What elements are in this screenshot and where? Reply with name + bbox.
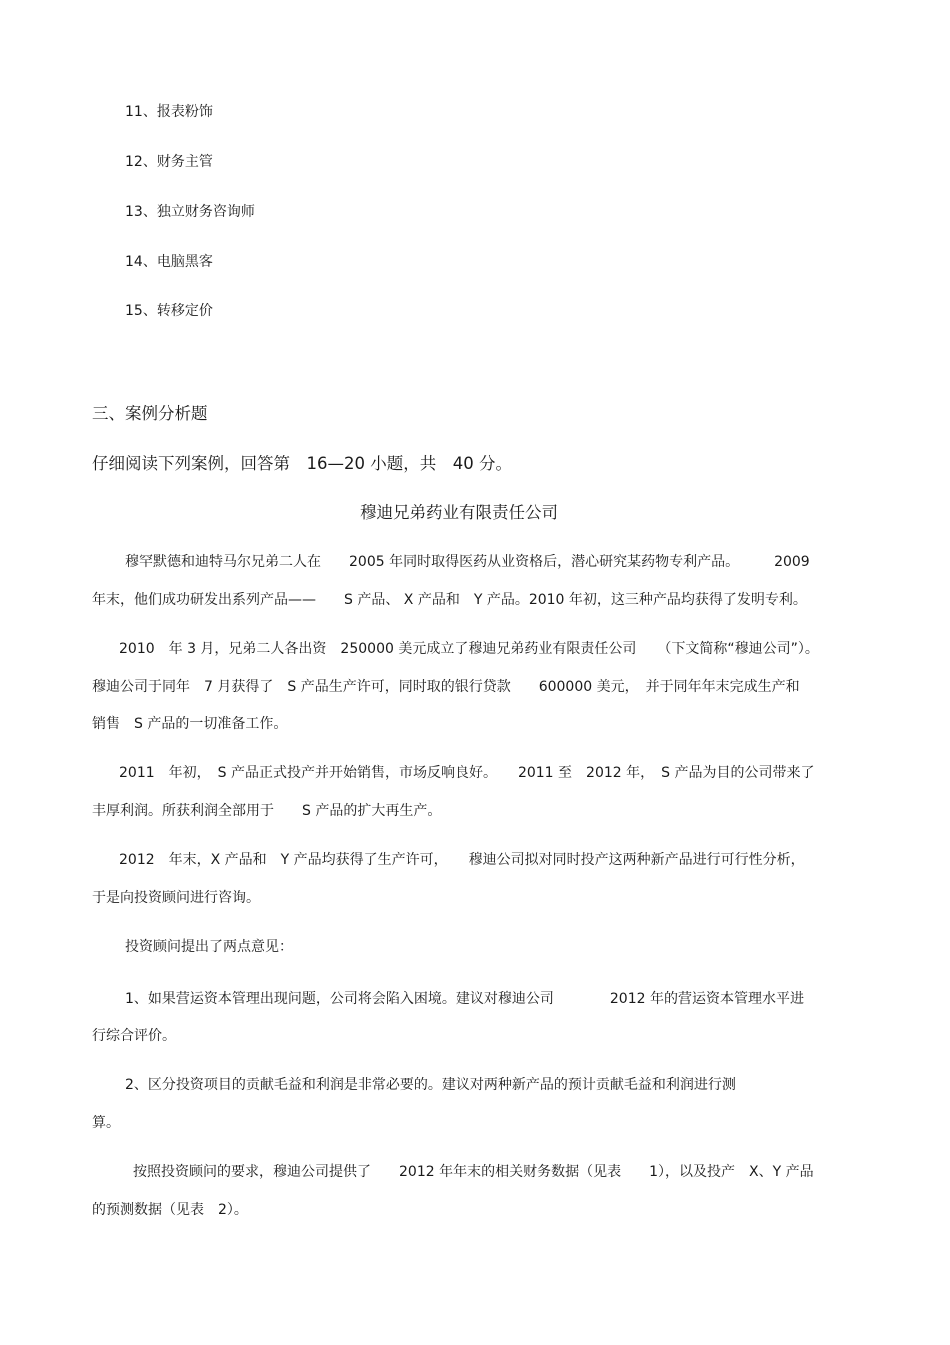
term-item: 12、财务主管 [125,154,213,170]
paragraph-line: 年末，他们成功研发出系列产品—— S 产品、 X 产品和 Y 产品。2010 年初，这三种产品均获得了发明专利。 [92,592,807,608]
paragraph-line: 按照投资顾问的要求，穆迪公司提供了 2012 年年末的相关财务数据（见表 1），以及投产 X、Y 产品 [133,1164,814,1180]
term-item: 13、独立财务咨询师 [125,204,255,220]
paragraph-line: 穆罕默德和迪特马尔兄弟二人在 2005 年同时取得医药从业资格后，潜心研究某药物专利产品。 2009 [125,554,810,570]
paragraph-line: 1、如果营运资本管理出现问题，公司将会陷入困境。建议对穆迪公司 2012 年的营运资本管理水平进 [125,991,804,1007]
paragraph-line: 2012 年末，X 产品和 Y 产品均获得了生产许可， 穆迪公司拟对同时投产这两种新产品进行可行性分析， [119,852,805,868]
paragraph-line: 算。 [92,1115,120,1131]
paragraph-line: 2011 年初， S 产品正式投产并开始销售，市场反响良好。 2011 至 2012 年， S 产品为目的公司带来了 [119,765,815,781]
paragraph-line: 销售 S 产品的一切准备工作。 [92,716,288,732]
case-title: 穆迪兄弟药业有限责任公司 [360,503,558,522]
paragraph-line: 于是向投资顾问进行咨询。 [92,890,260,906]
paragraph-line: 行综合评价。 [92,1028,176,1044]
paragraph-line: 投资顾问提出了两点意见： [125,939,293,955]
section-heading: 三、案例分析题 [92,404,208,423]
term-item: 11、报表粉饰 [125,104,213,120]
paragraph-line: 丰厚利润。所获利润全部用于 S 产品的扩大再生产。 [92,803,442,819]
paragraph-line: 穆迪公司于同年 7 月获得了 S 产品生产许可，同时取的银行贷款 600000 美元， 并于同年年末完成生产和 [92,679,800,695]
paragraph-line: 的预测数据（见表 2）。 [92,1202,248,1218]
paragraph-line: 2、区分投资项目的贡献毛益和利润是非常必要的。建议对两种新产品的预计贡献毛益和利润进行测 [125,1077,736,1093]
instruction-text: 仔细阅读下列案例，回答第 16—20 小题，共 40 分。 [92,454,512,473]
term-item: 14、电脑黑客 [125,254,213,270]
paragraph-line: 2010 年 3 月，兄弟二人各出资 250000 美元成立了穆迪兄弟药业有限责任公司 （下文简称“穆迪公司”）。 [119,641,819,657]
term-item: 15、转移定价 [125,303,213,319]
